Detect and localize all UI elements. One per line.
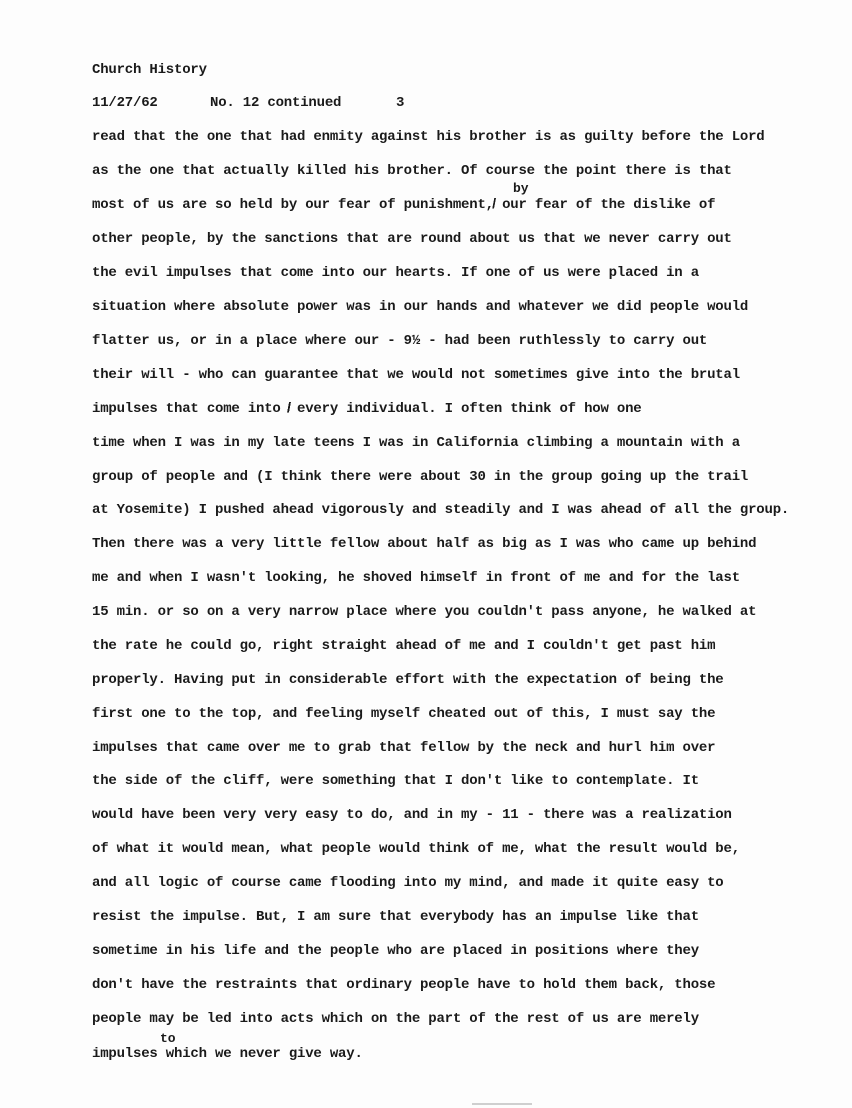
text-line: impulses that come into ̸̸̸̸̸̸̸̸̸̸ every individual. I often think of how one bbox=[92, 401, 642, 417]
text-line: time when I was in my late teens I was in California climbing a mountain with a bbox=[92, 435, 740, 451]
text-line: and all logic of course came flooding into my mind, and made it quite easy to bbox=[92, 875, 724, 891]
text-line: the side of the cliff, were something that I don't like to contemplate. It bbox=[92, 773, 699, 789]
text-line: other people, by the sanctions that are round about us that we never carry out bbox=[92, 231, 732, 247]
text-line: impulses that came over me to grab that fellow by the neck and hurl him over bbox=[92, 740, 716, 756]
text-line: don't have the restraints that ordinary people have to hold them back, those bbox=[92, 977, 716, 993]
text-line: properly. Having put in considerable effort with the expectation of being the bbox=[92, 672, 724, 688]
text-line: the rate he could go, right straight ahead of me and I couldn't get past him bbox=[92, 638, 716, 654]
text-line: read that the one that had enmity against his brother is as guilty before the Lord bbox=[92, 129, 765, 145]
text-line: of what it would mean, what people would think of me, what the result would be, bbox=[92, 841, 740, 857]
text-line: flatter us, or in a place where our - 9½ - had been ruthlessly to carry out bbox=[92, 333, 708, 349]
text-line: impulses which we never give way. bbox=[92, 1046, 363, 1062]
text-line: sometime in his life and the people who are placed in positions where they bbox=[92, 943, 699, 959]
text-line: people may be led into acts which on the part of the rest of us are merely bbox=[92, 1011, 699, 1027]
text-line: Then there was a very little fellow about half as big as I was who came up behind bbox=[92, 536, 757, 552]
text-line: the evil impulses that come into our hearts. If one of us were placed in a bbox=[92, 265, 699, 281]
date: 11/27/62 bbox=[92, 95, 158, 111]
handwritten-insertion-to: to bbox=[160, 1031, 176, 1046]
text-line: resist the impulse. But, I am sure that everybody has an impulse like that bbox=[92, 909, 699, 925]
document-title: Church History bbox=[92, 62, 207, 78]
handwritten-insertion-by: by bbox=[513, 181, 529, 196]
text-line: most of us are so held by our fear of punishment,̸̸̸ our fear of the dislike of bbox=[92, 197, 716, 213]
text-line: me and when I wasn't looking, he shoved himself in front of me and for the last bbox=[92, 570, 740, 586]
text-line: their will - who can guarantee that we would not sometimes give into the brutal bbox=[92, 367, 740, 383]
text-line: first one to the top, and feeling myself cheated out of this, I must say the bbox=[92, 706, 716, 722]
text-line: at Yosemite) I pushed ahead vigorously and steadily and I was ahead of all the group. bbox=[92, 502, 790, 518]
section-number: No. 12 continued bbox=[210, 95, 342, 111]
text-line: would have been very very easy to do, and in my - 11 - there was a realization bbox=[92, 807, 732, 823]
page-number: 3 bbox=[396, 95, 405, 111]
text-line: group of people and (I think there were about 30 in the group going up the trail bbox=[92, 469, 749, 485]
text-line: 15 min. or so on a very narrow place where you couldn't pass anyone, he walked at bbox=[92, 604, 757, 620]
text-line: as the one that actually killed his brother. Of course the point there is that bbox=[92, 163, 732, 179]
scan-smudge bbox=[472, 1103, 532, 1105]
text-line: situation where absolute power was in our hands and whatever we did people would bbox=[92, 299, 749, 315]
date-line bbox=[92, 95, 405, 111]
